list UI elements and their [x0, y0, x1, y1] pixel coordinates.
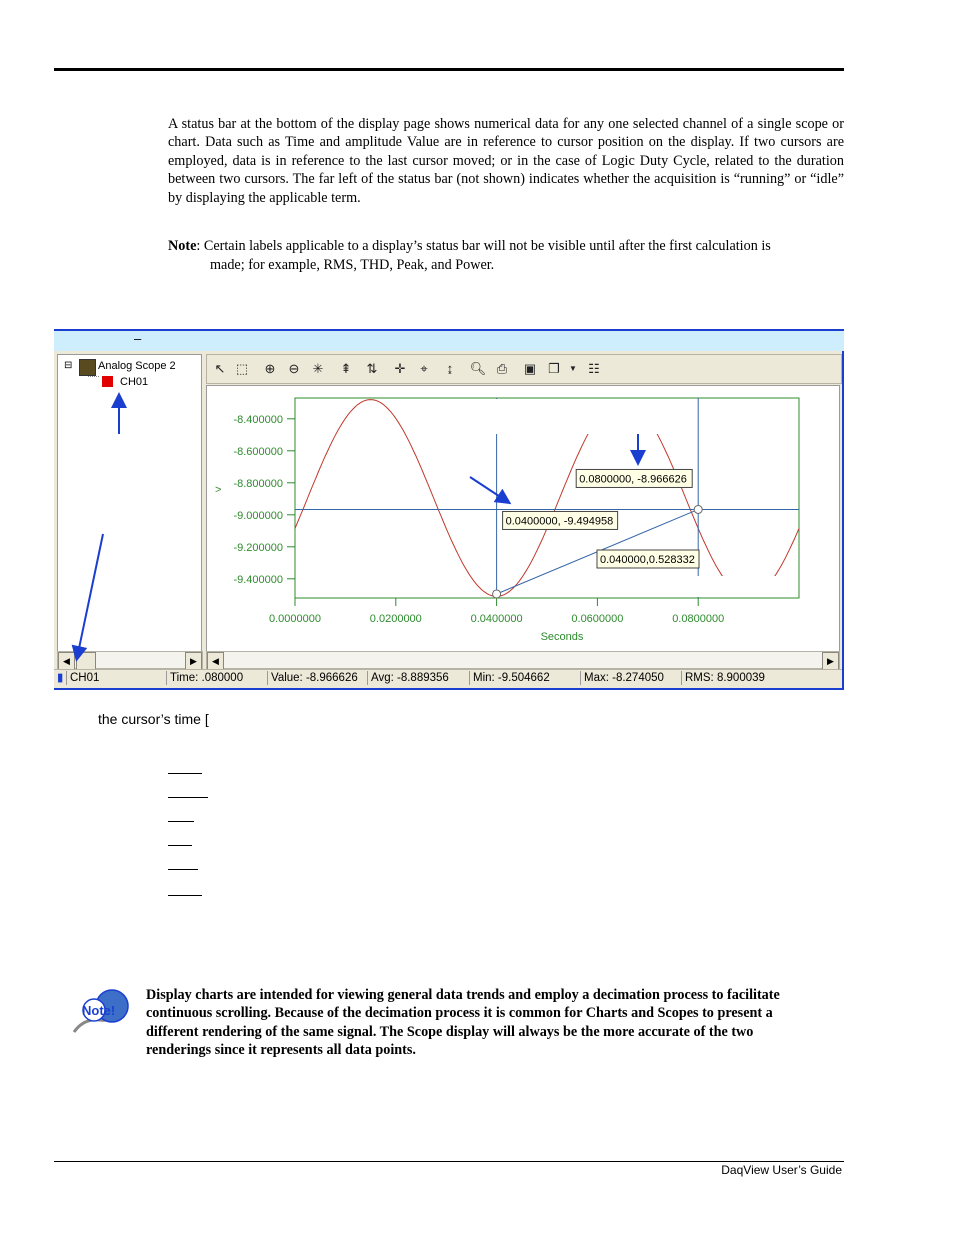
x-tick-label: 0.0600000: [571, 613, 624, 625]
cursor-cross-icon[interactable]: ✛: [394, 361, 406, 376]
print-icon[interactable]: ⎙: [496, 361, 508, 376]
status-channel: CH01: [66, 671, 166, 685]
delta-readout: 0.040000,0.528332: [600, 554, 695, 566]
x-tick-label: 0.0400000: [470, 613, 523, 625]
cursor-1-readout: 0.0400000, -9.494958: [505, 515, 614, 528]
plot-scroll-left-icon[interactable]: ◀: [207, 652, 224, 670]
y-tick-label: -9.000000: [233, 509, 283, 522]
scroll-right-icon[interactable]: ▶: [185, 652, 202, 670]
copy-icon[interactable]: ❐: [548, 361, 560, 376]
zoom-cursor-icon[interactable]: ⌖: [420, 361, 428, 376]
note-label: Note: [168, 238, 197, 254]
note-icon-text: Note!: [82, 1003, 116, 1018]
cursor-2-readout: 0.0800000, -8.966626: [579, 473, 687, 486]
y-tick-label: -8.600000: [233, 445, 283, 458]
note-icon: [70, 988, 130, 1040]
status-indicator: ▮: [57, 672, 64, 684]
zoom-out-icon[interactable]: ⊖: [288, 361, 300, 376]
tree-channel-label[interactable]: CH01: [120, 376, 149, 388]
caption-fragment: the cursor’s time [: [98, 711, 209, 727]
y-tick-label: -8.800000: [233, 477, 283, 490]
x-tick-label: 0.0200000: [369, 613, 422, 625]
status-min: Min: -9.504662: [469, 671, 579, 685]
y-tick-label: -8.400000: [233, 413, 283, 426]
status-time: Time: .080000: [166, 671, 266, 685]
underline-6: [168, 895, 202, 896]
y-axis-label: >: [215, 484, 222, 496]
underline-5: [168, 869, 198, 870]
status-bar-description: A status bar at the bottom of the display page shows numerical data for any one selected channel of a single scope or chart. Data such as Time and amplitude Value are in reference to cursor position on the display. If two cursors are employed, data is in reference to the last cursor moved; or in the case of Logic Duty Cycle, related to the duration between two cursors. The far left of the status bar (not shown) indicates whether the acquisition is “running” or “idle” by displaying the applicable term.: [168, 116, 844, 206]
scroll-left-icon[interactable]: ◀: [58, 652, 75, 670]
status-avg: Avg: -8.889356: [367, 671, 467, 685]
zoom-in-icon[interactable]: ⊕: [264, 361, 276, 376]
decimation-note: Display charts are intended for viewing general data trends and employ a decimation process to facilitate continuous scrolling. Because of the decimation process it is common for Charts and Scopes to present a different rendering of the same signal. The Scope display will always be the more accurate of the two renderings since it represents all data points.: [146, 987, 780, 1059]
arrow-to-cursor1: [470, 477, 508, 502]
x-tick-label: 0.0000000: [269, 613, 321, 625]
plot-scroll-right-icon[interactable]: ▶: [822, 652, 839, 670]
x-axis-label: Seconds: [540, 631, 584, 643]
status-rms: RMS: 8.900039: [681, 671, 835, 685]
note-text-2: made; for example, RMS, THD, Peak, and Power.: [210, 257, 495, 273]
dropdown-icon[interactable]: ▼: [569, 364, 577, 373]
baseline-icon[interactable]: ↨: [446, 361, 454, 376]
x-tick-label: 0.0800000: [672, 613, 725, 625]
underline-3: [168, 821, 194, 822]
underline-1: [168, 773, 202, 774]
y-scale-alt-icon[interactable]: ⇅: [366, 361, 378, 376]
y-tick-label: -9.400000: [233, 573, 283, 586]
footer-rule: [54, 1161, 844, 1162]
select-box-icon[interactable]: ⬚: [235, 361, 249, 376]
y-tick-label: -9.200000: [233, 541, 283, 554]
figure-title-dash: –: [134, 331, 142, 346]
footer-title: DaqView User’s Guide: [721, 1163, 842, 1177]
arrow-to-scrollbar: [77, 534, 103, 658]
zoom-fit-icon[interactable]: ✳: [312, 361, 324, 376]
status-value: Value: -8.966626: [267, 671, 367, 685]
pointer-icon[interactable]: ↖: [214, 361, 226, 376]
tree-collapse-icon[interactable]: ⊟: [64, 360, 73, 371]
underline-4: [168, 845, 192, 846]
underline-2: [168, 797, 208, 798]
status-max: Max: -8.274050: [580, 671, 680, 685]
properties-icon[interactable]: ☷: [588, 361, 600, 376]
tree-root-label[interactable]: Analog Scope 2: [98, 360, 176, 372]
save-icon[interactable]: ▣: [523, 361, 537, 376]
print-preview-icon[interactable]: 🔍︎: [469, 361, 487, 376]
y-scale-icon[interactable]: ⇞: [340, 361, 352, 376]
note-text-1: : Certain labels applicable to a display’s status bar will not be visible until after the first calculation is: [196, 238, 771, 254]
